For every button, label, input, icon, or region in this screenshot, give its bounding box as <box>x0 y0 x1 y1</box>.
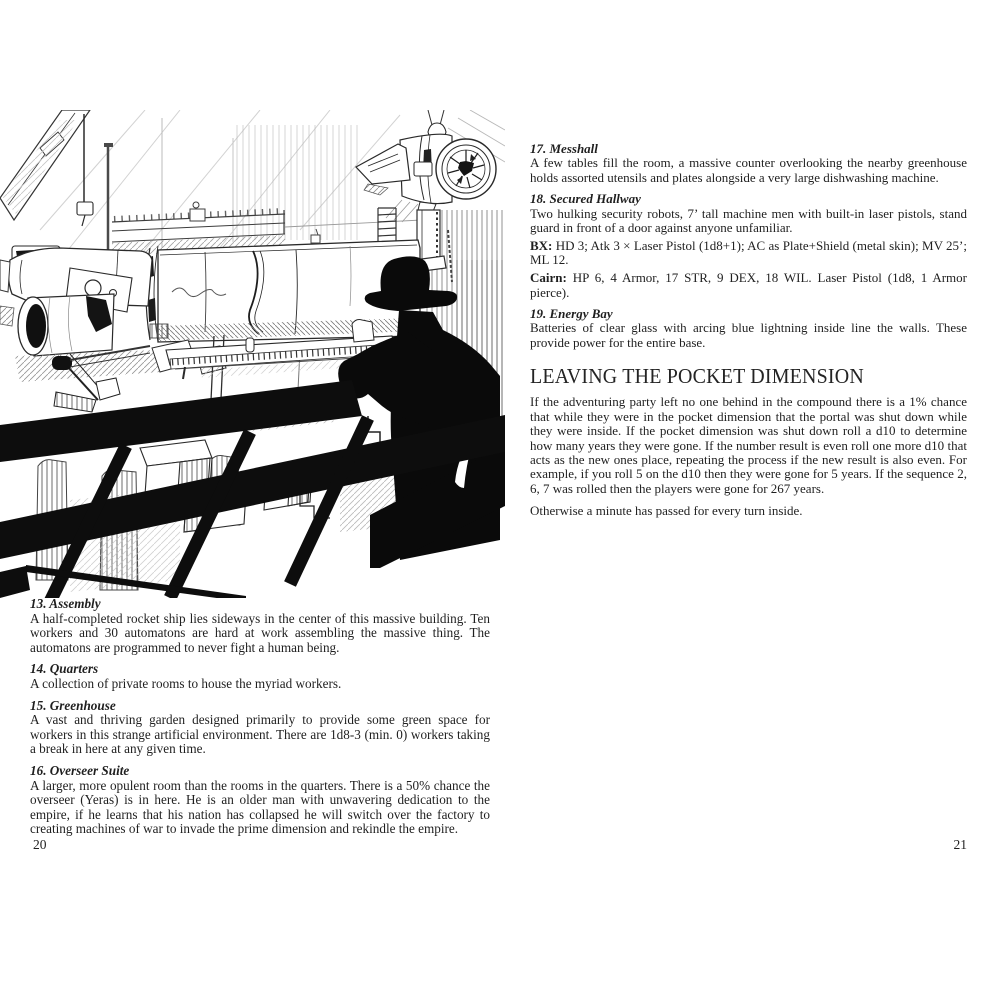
room-section <box>30 699 490 757</box>
suspended-thruster <box>356 110 496 222</box>
room-body: Batteries of clear glass with arcing blue lightning inside line the walls. These provide power for the entire base. <box>530 320 967 350</box>
page-number-right: 21 <box>953 837 967 852</box>
body-paragraph: If the adventuring party left no one behind in the compound there is a 1% chance that while they were in the pocket dimension that the portal was shut down while they were inside. If the pocket dimension was shut down roll a d10 to determine how many years they were gone. If the number result is even roll one more d10 that acts as the new ones place, repeating the process if the new result is also even. For example, if you roll 5 on the d10 then they were gone for 5 years. If the sequence 2, 6, 7 was rolled then the players were gone for 267 years. <box>530 394 967 496</box>
crane-cable <box>77 114 93 226</box>
right-page-text-column <box>530 142 967 527</box>
room-heading: 13. Assembly <box>30 596 101 611</box>
room-section <box>30 764 490 837</box>
stat-line-bx <box>530 239 967 268</box>
room-heading: 18. Secured Hallway <box>530 191 641 207</box>
room-heading: 14. Quarters <box>30 661 99 677</box>
room-body: A vast and thriving garden designed primarily to provide some green space for workers in this strange artificial environment. There are 1d8-3 (min. 0) workers taking a break in here at any given time. <box>30 712 490 757</box>
room-heading: 16. Overseer Suite <box>30 762 130 778</box>
room-body: A half-completed rocket ship lies sideways in the center of this massive building. Ten workers and 30 automatons are hard at work assembling the massive thing. The automatons are programmed to never fight a human being. <box>30 610 490 655</box>
stat-text: HP 6, 4 Armor, 17 STR, 9 DEX, 18 WIL. Laser Pistol (1d8, 1 Armor pierce). <box>530 270 967 300</box>
section-title-leaving-pocket-dimension: LEAVING THE POCKET DIMENSION <box>530 364 864 389</box>
room-heading: 15. Greenhouse <box>30 697 116 713</box>
left-page-text-column <box>30 597 490 844</box>
rocket-engine-assembly <box>0 246 160 412</box>
room-section <box>530 192 967 300</box>
background-hatch <box>235 125 360 240</box>
room-body: Two hulking security robots, 7’ tall machine men with built-in laser pistols, stand guard in front of a door against anyone unfamiliar. <box>530 205 967 236</box>
room-section <box>30 662 490 691</box>
body-paragraph: Otherwise a minute has passed for every turn inside. <box>530 503 803 519</box>
engine-nozzle-opening <box>26 304 46 348</box>
room-body: A larger, more opulent room than the rooms in the quarters. There is a 50% chance the overseer (Yeras) is in here. He is an older man with unwavering dedication to the empire, if he learns that his nation has collapsed he will switch over the factory to creating machines of war to invade the prime dimension and rekindle the empire. <box>30 777 490 837</box>
assembly-hall-illustration <box>0 110 505 598</box>
stat-text: HD 3; Atk 3 × Laser Pistol (1d8+1); AC as Plate+Shield (metal skin); MV 25’; ML 12. <box>530 237 967 268</box>
floor-edge-wedge <box>0 566 30 598</box>
page-number-left: 20 <box>33 837 47 852</box>
stat-line-cairn <box>530 271 967 300</box>
stat-label: BX: <box>530 237 553 253</box>
room-section <box>530 307 967 350</box>
room-body: A collection of private rooms to house the myriad workers. <box>30 675 342 691</box>
room-body: A few tables fill the room, a massive counter overlooking the nearby greenhouse holds assorted utensils and plates alongside a very large dishwashing machine. <box>530 155 967 185</box>
room-heading: 17. Messhall <box>530 141 598 156</box>
room-section <box>530 142 967 185</box>
room-section <box>30 597 490 655</box>
background-poles <box>104 118 233 252</box>
room-heading: 19. Energy Bay <box>530 306 613 322</box>
stat-label: Cairn: <box>530 270 567 286</box>
